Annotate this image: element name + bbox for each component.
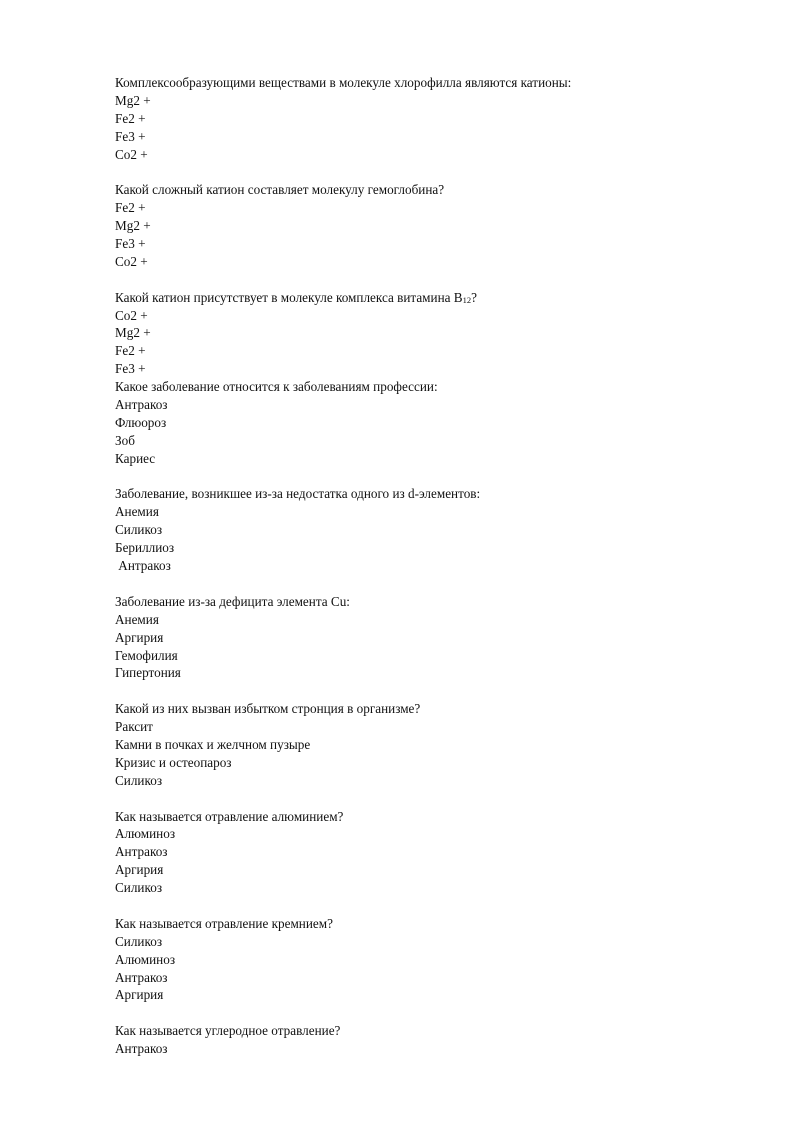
- blank-line: [115, 163, 755, 181]
- answer-option: Mg2 +: [115, 92, 151, 108]
- answer-option: Fe3 +: [115, 361, 146, 377]
- answer-option: Co2 +: [115, 307, 148, 323]
- answer-option: Камни в почках и желчном пузыре: [115, 736, 311, 752]
- blank-line: [115, 271, 755, 289]
- question-text: Какой из них вызван избытком стронция в организме?: [115, 701, 421, 717]
- answer-option: Fe2 +: [115, 200, 146, 216]
- question-text: Какой сложный катион составляет молекулу гемоглобина?: [115, 182, 445, 198]
- answer-option: Гемофилия: [115, 647, 178, 663]
- answer-option: Fe3 +: [115, 128, 146, 144]
- answer-option: Co2 +: [115, 253, 148, 269]
- answer-option: Силикоз: [115, 522, 163, 538]
- answer-option: Антракоз: [115, 844, 168, 860]
- answer-option: Кариес: [115, 450, 156, 466]
- answer-option: Анемия: [115, 504, 159, 520]
- question-text: Какое заболевание относится к заболеваниям профессии:: [115, 379, 438, 395]
- question-text-main: Какой катион присутствует в молекуле комплекса витамина B: [115, 289, 463, 305]
- answer-option: Fe3 +: [115, 236, 146, 252]
- question-text: Комплексообразующими веществами в молекуле хлорофилла являются катионы:: [115, 75, 572, 90]
- answer-option: Mg2 +: [115, 325, 151, 341]
- answer-option: Co2 +: [115, 146, 148, 162]
- answer-option: Антракоз: [115, 397, 168, 413]
- blank-line: [115, 468, 755, 486]
- blank-line: [115, 575, 755, 593]
- question-text: Заболевание из-за дефицита элемента Cu:: [115, 593, 350, 609]
- answer-option: Анемия: [115, 611, 159, 627]
- answer-option: Аргирия: [115, 629, 164, 645]
- blank-line: [115, 897, 755, 915]
- answer-option: Антракоз: [115, 969, 168, 985]
- answer-option: Алюминоз: [115, 951, 176, 967]
- blank-line: [115, 1004, 755, 1022]
- question-text: Заболевание, возникшее из-за недостатка одного из d-элементов:: [115, 486, 481, 502]
- answer-option: Антракоз: [115, 1041, 168, 1057]
- answer-option: Алюминоз: [115, 826, 176, 842]
- answer-option: Бериллиоз: [115, 540, 175, 556]
- answer-option: Аргирия: [115, 862, 164, 878]
- answer-option: Силикоз: [115, 772, 163, 788]
- answer-option: Fe2 +: [115, 110, 146, 126]
- answer-option: Антракоз: [115, 558, 171, 574]
- answer-option: Mg2 +: [115, 218, 151, 234]
- answer-option: Силикоз: [115, 933, 163, 949]
- document-page: [115, 74, 755, 1058]
- question-text: Как называется отравление алюминием?: [115, 808, 344, 824]
- answer-option: Зоб: [115, 432, 135, 448]
- answer-option: Аргирия: [115, 987, 164, 1003]
- question-text-end: ?: [471, 289, 477, 305]
- answer-option: Флюороз: [115, 414, 167, 430]
- question-text: Как называется отравление кремнием?: [115, 915, 333, 931]
- question-text: [115, 289, 755, 307]
- subscript: 12: [462, 294, 472, 305]
- blank-line: [115, 790, 755, 808]
- blank-line: [115, 682, 755, 700]
- answer-option: Fe2 +: [115, 343, 146, 359]
- answer-option: Кризис и остеопароз: [115, 754, 232, 770]
- answer-option: Силикоз: [115, 880, 163, 896]
- answer-option: Раксит: [115, 719, 153, 735]
- answer-option: Гипертония: [115, 665, 181, 681]
- question-text: Как называется углеродное отравление?: [115, 1023, 341, 1039]
